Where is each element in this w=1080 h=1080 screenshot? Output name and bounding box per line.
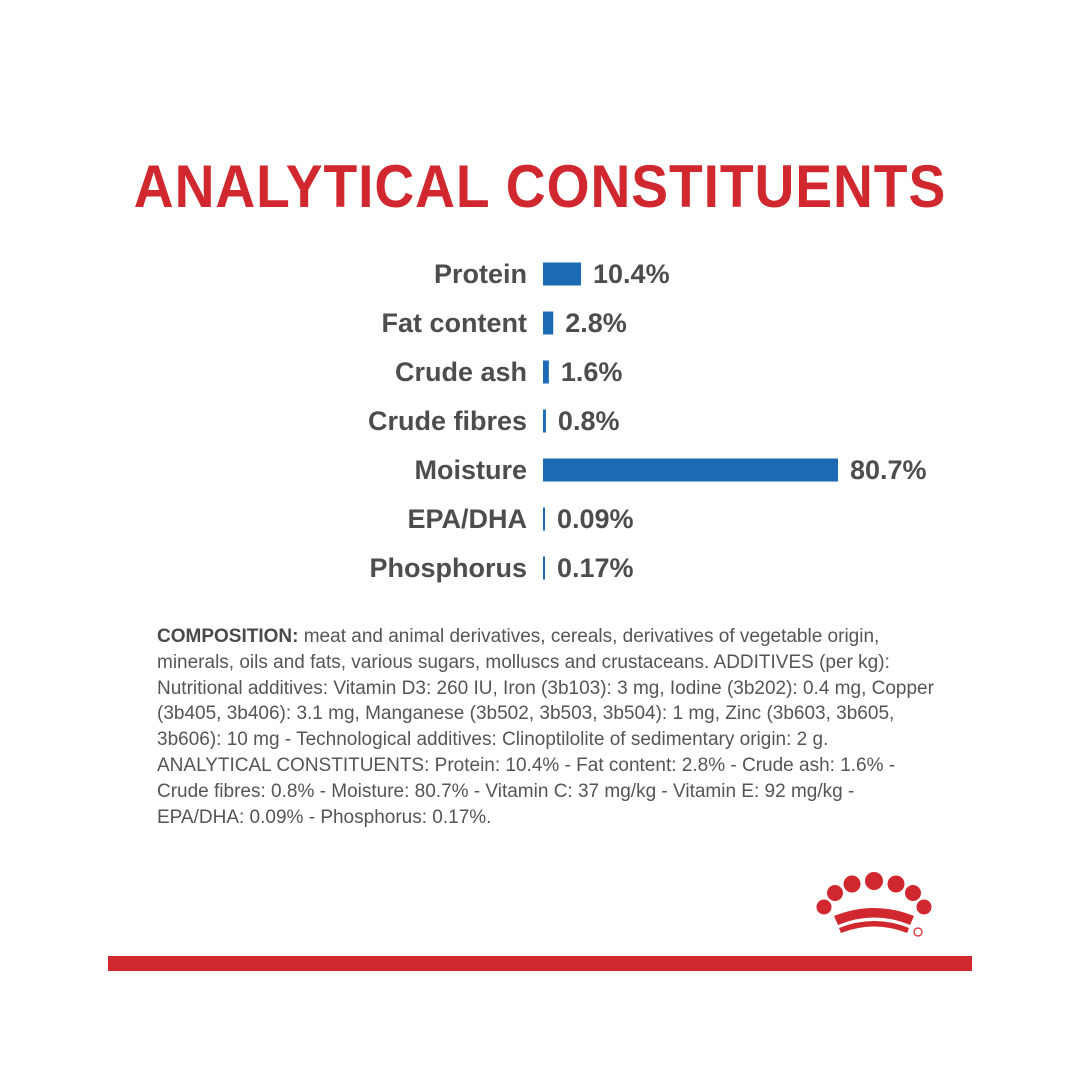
composition-lead: COMPOSITION: (157, 626, 299, 647)
royal-crown-icon (812, 870, 936, 940)
category-label: Crude ash (394, 357, 527, 387)
value-label: 2.8% (565, 308, 627, 338)
value-label: 0.17% (557, 553, 634, 583)
chart-title: ANALYTICAL CONSTITUENTS (133, 153, 947, 220)
value-label: 0.09% (557, 504, 634, 534)
bar (543, 312, 553, 335)
bar (543, 361, 549, 384)
category-label: Protein (433, 259, 527, 289)
bar (543, 263, 581, 286)
category-label: Moisture (414, 455, 527, 485)
bar (543, 508, 545, 531)
bar (543, 459, 838, 482)
category-label: Crude fibres (367, 406, 527, 436)
value-label: 10.4% (593, 259, 670, 289)
registered-mark (914, 928, 922, 936)
footer-red-rule (108, 956, 972, 971)
category-label: Fat content (381, 308, 527, 338)
composition-body: meat and animal derivatives, cereals, derivatives of vegetable origin, minerals, oils and fats, various sugars, molluscs and crustaceans. ADDITIVES (per kg): Nutritional additives: Vitamin D3: 260 IU, Iron (3b103): 3 mg, Iodine (3b202): 0.4 mg, Copper (3b405, 3b406): 3.1 mg, Manganese (3b502, 3b503, 3b504): 1 mg, Zinc (3b603, 3b605, 3b606): 10 mg - Technological additives: Clinoptilolite of sedimentary origin: 2 g. ANALYTICAL CONSTITUENTS: Protein: 10.4% - Fat content: 2.8% - Crude ash: 1.6% - Crude fibres: 0.8% - Moisture: 80.7% - Vitamin C: 37 mg/kg - Vitamin E: 92 mg/kg - EPA/DHA: 0.09% - Phosphorus: 0.17%. (157, 626, 934, 828)
category-label: Phosphorus (369, 553, 527, 583)
value-label: 80.7% (850, 455, 927, 485)
value-label: 1.6% (560, 357, 623, 387)
bar (543, 557, 545, 580)
category-label: EPA/DHA (407, 504, 527, 534)
value-label: 0.8% (557, 406, 620, 436)
bar (543, 410, 546, 433)
crown-band (834, 908, 914, 933)
composition-text (157, 624, 937, 830)
